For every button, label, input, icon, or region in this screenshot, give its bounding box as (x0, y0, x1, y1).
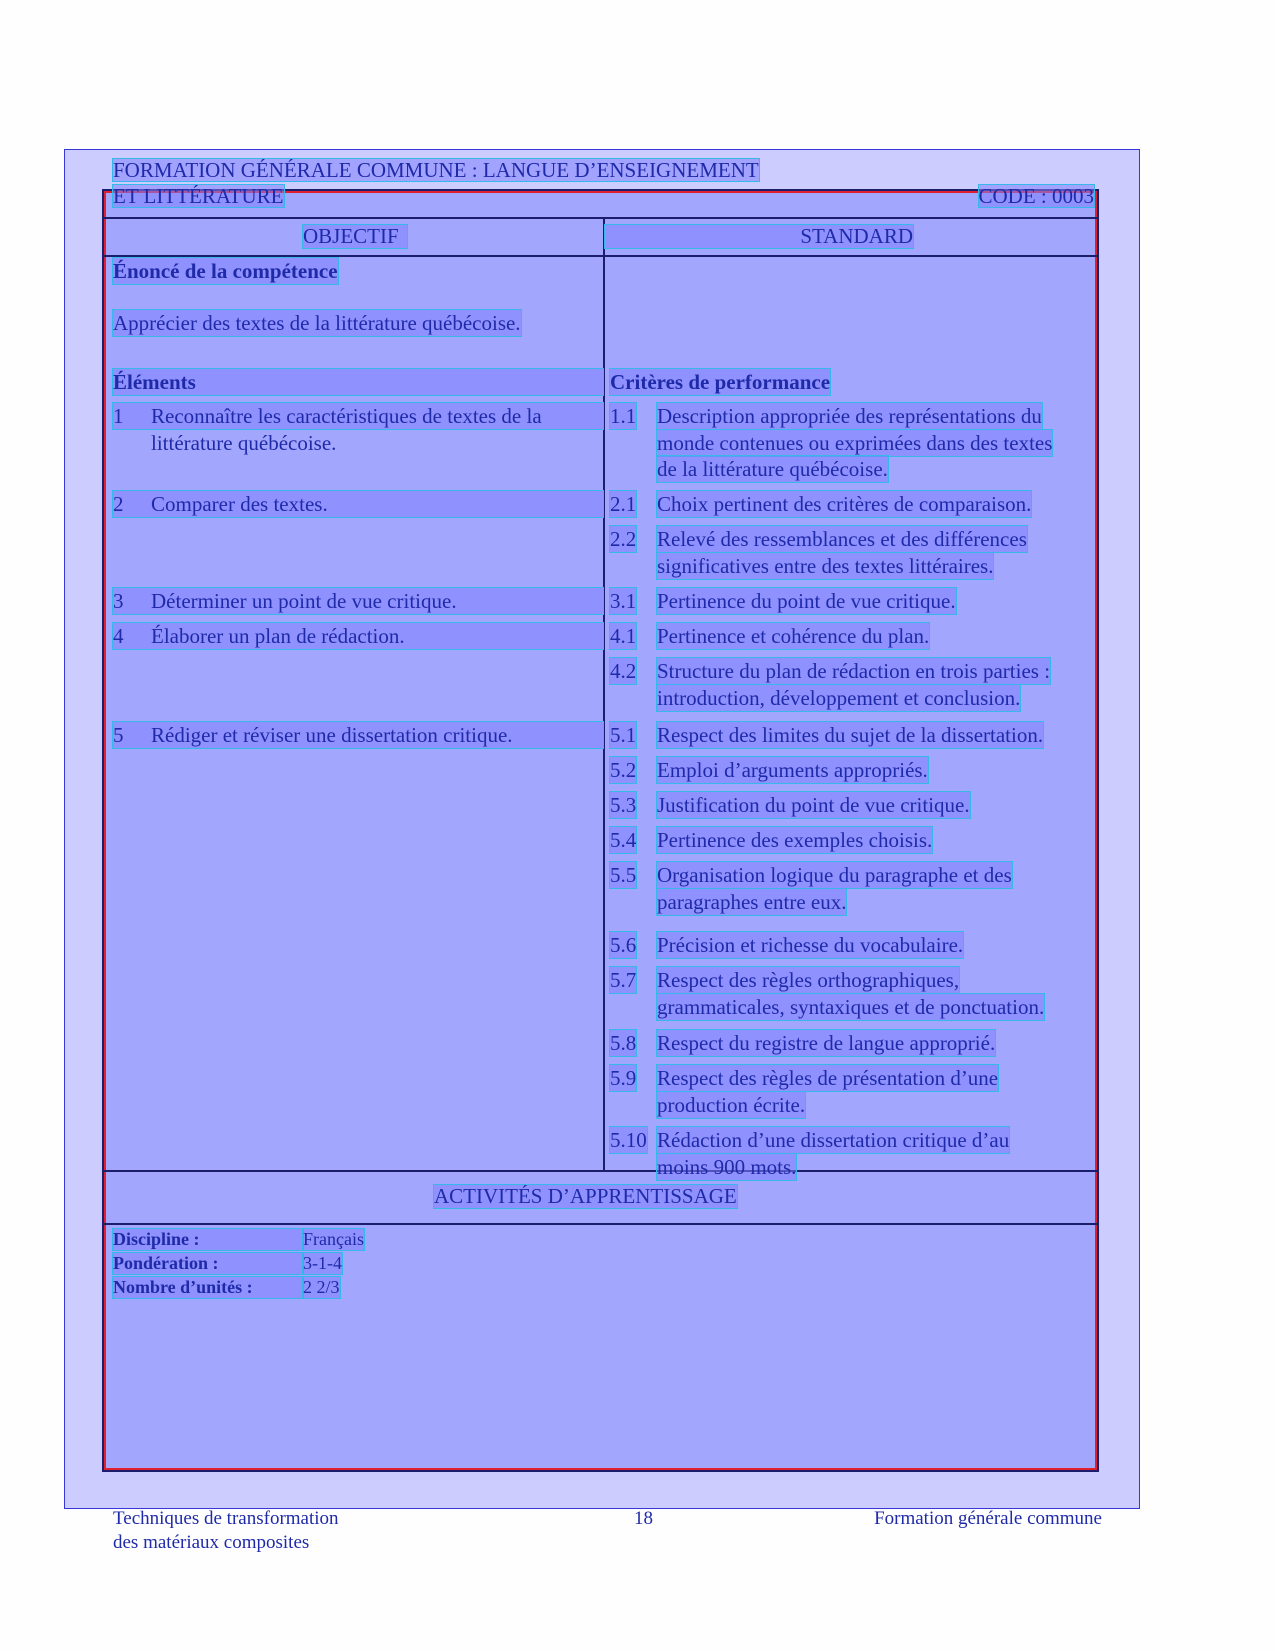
element-text: Reconnaître les caractéristiques de textes de la (151, 404, 542, 428)
critere-text: Respect du registre de langue approprié. (657, 1031, 996, 1055)
ponderation-label: Pondération : (113, 1253, 303, 1274)
critere-number: 5.4 (610, 828, 637, 852)
element-number: 3 (113, 588, 603, 614)
critere-number: 5.8 (610, 1031, 637, 1055)
critere-text: Rédaction d’une dissertation critique d’au (657, 1128, 1010, 1152)
unites-label: Nombre d’unités : (113, 1277, 303, 1298)
footer-page-number: 18 (634, 1508, 653, 1529)
element-text: Comparer des textes. (151, 492, 328, 516)
critere-text: Description appropriée des représentations du (657, 404, 1042, 428)
element-number: 2 (113, 491, 603, 517)
enonce-text: Apprécier des textes de la littérature québécoise. (113, 311, 521, 335)
critere-text: Relevé des ressemblances et des différences (657, 527, 1027, 551)
element-number: 5 (113, 722, 603, 748)
discipline-value: Français (303, 1229, 364, 1249)
critere-number: 3.1 (610, 589, 637, 613)
element-text: Déterminer un point de vue critique. (151, 589, 457, 613)
column-divider (603, 217, 605, 1172)
critere-text: grammaticales, syntaxiques et de ponctuation. (657, 994, 1045, 1019)
element-number: 4 (113, 623, 603, 649)
unites-value: 2 2/3 (303, 1277, 340, 1297)
critere-text: introduction, développement et conclusion. (657, 685, 1021, 710)
critere-text: Emploi d’arguments appropriés. (657, 758, 928, 782)
critere-text: Pertinence du point de vue critique. (657, 589, 956, 613)
header-subtitle: ET LITTÉRATURE (113, 184, 284, 208)
critere-number: 2.2 (610, 527, 637, 551)
ponderation-value: 3-1-4 (303, 1253, 342, 1273)
header-title: FORMATION GÉNÉRALE COMMUNE : LANGUE D’ENSEIGNEMENT (113, 158, 759, 182)
critere-text: Organisation logique du paragraphe et des (657, 863, 1012, 887)
critere-number: 5.10 (610, 1128, 647, 1152)
footer-program-line1: Techniques de transformation (113, 1508, 339, 1529)
activites-heading: ACTIVITÉS D’APPRENTISSAGE (434, 1184, 737, 1208)
critere-text: paragraphes entre eux. (657, 889, 847, 914)
critere-text: Respect des limites du sujet de la dissertation. (657, 723, 1044, 747)
critere-text: monde contenues ou exprimées dans des textes (657, 430, 1053, 455)
critere-number: 5.9 (610, 1066, 637, 1090)
critere-text: Structure du plan de rédaction en trois parties : (657, 659, 1051, 683)
table-divider-top (104, 217, 1097, 219)
critere-number: 5.6 (610, 933, 637, 957)
critere-number: 5.5 (610, 863, 637, 887)
critere-text: Justification du point de vue critique. (657, 793, 970, 817)
element-number: 1 (113, 403, 603, 429)
critere-number: 4.1 (610, 624, 637, 648)
critere-text: production écrite. (657, 1092, 806, 1117)
critere-text: Pertinence et cohérence du plan. (657, 624, 930, 648)
critere-text: Pertinence des exemples choisis. (657, 828, 933, 852)
element-text: littérature québécoise. (151, 430, 337, 455)
element-text: Rédiger et réviser une dissertation critique. (151, 723, 513, 747)
competency-code: CODE : 0003 (978, 184, 1094, 208)
critere-text: Précision et richesse du vocabulaire. (657, 933, 964, 957)
criteres-heading: Critères de performance (610, 370, 831, 394)
table-divider-activities-body (104, 1223, 1097, 1225)
discipline-label: Discipline : (113, 1229, 303, 1250)
critere-text: Respect des règles de présentation d’une (657, 1066, 999, 1090)
critere-text: de la littérature québécoise. (657, 457, 888, 481)
critere-number: 1.1 (610, 404, 637, 428)
critere-number: 5.2 (610, 758, 637, 782)
critere-text: significatives entre des textes littéraires. (657, 553, 994, 578)
critere-number: 5.1 (610, 723, 637, 747)
footer-program-line2: des matériaux composites (113, 1532, 310, 1553)
critere-text: Choix pertinent des critères de comparaison. (657, 492, 1032, 516)
critere-text: moins 900 mots. (657, 1154, 797, 1179)
column-header-standard: STANDARD (605, 225, 913, 248)
column-header-objectif: OBJECTIF (303, 225, 407, 248)
critere-text: Respect des règles orthographiques, (657, 968, 960, 992)
critere-number: 4.2 (610, 659, 637, 683)
element-text: Élaborer un plan de rédaction. (151, 624, 405, 648)
enonce-heading: Énoncé de la compétence (113, 259, 338, 283)
critere-number: 5.7 (610, 968, 637, 992)
footer-section: Formation générale commune (874, 1508, 1102, 1529)
critere-number: 2.1 (610, 492, 637, 516)
elements-heading: Éléments (113, 369, 603, 395)
table-divider-columns (104, 255, 1097, 257)
critere-number: 5.3 (610, 793, 637, 817)
table-divider-activities (104, 1170, 1097, 1172)
